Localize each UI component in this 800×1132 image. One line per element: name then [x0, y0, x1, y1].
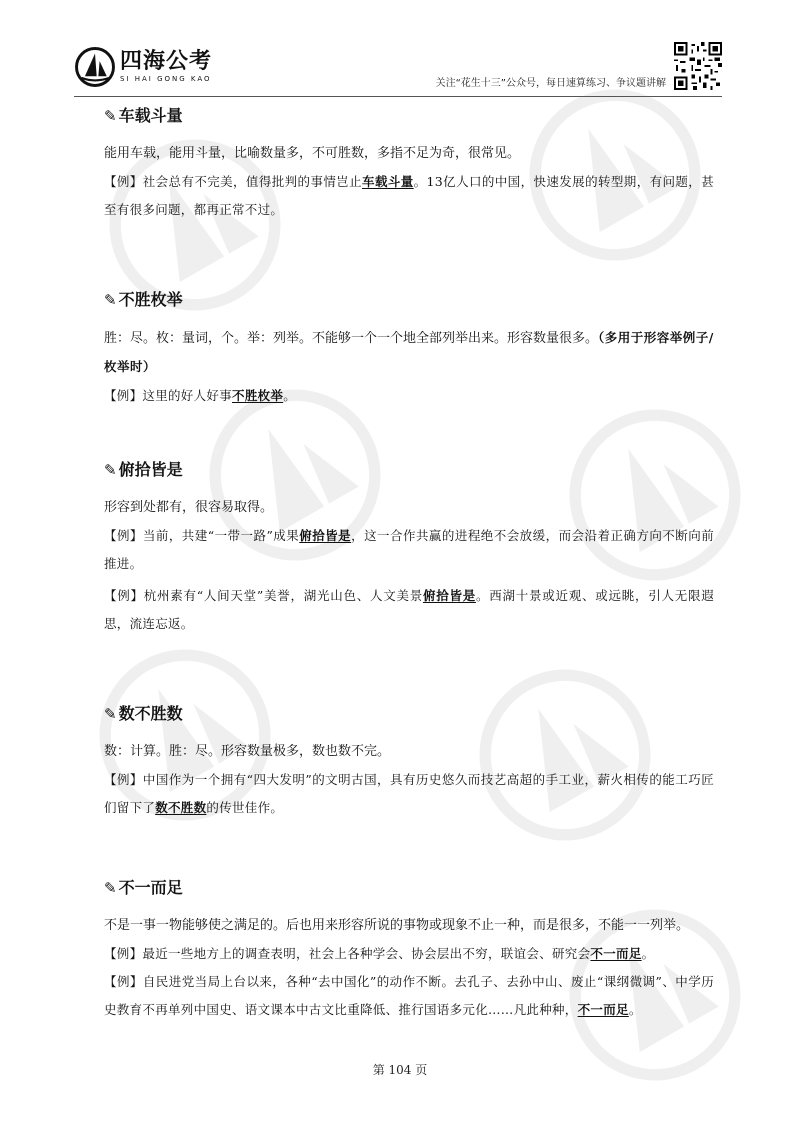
pencil-icon: ✎: [104, 461, 117, 479]
header-divider: [74, 96, 722, 97]
idiom-entry: [104, 104, 714, 224]
pencil-icon: ✎: [104, 879, 117, 897]
example-tag: 【例】: [104, 772, 143, 787]
keyword-highlight: 俯拾皆是: [299, 528, 352, 543]
idiom-heading: [104, 104, 714, 128]
idiom-entry: [104, 458, 714, 638]
example-sentence: 【例】最近一些地方上的调查表明，社会上各种学会、协会层出不穷，联谊会、研究会不一而足。: [104, 946, 655, 961]
example-tag: 【例】: [104, 946, 143, 961]
logo-title: 四海公考: [120, 49, 213, 74]
sailboat-logo-icon: [74, 46, 116, 88]
idiom-heading: [104, 288, 714, 312]
keyword-highlight: 俯拾皆是: [422, 588, 476, 603]
keyword-highlight: 车载斗量: [362, 174, 414, 189]
example-sentence: 【例】中国作为一个拥有“四大发明”的文明古国，具有历史悠久而技艺高超的手工业，薪火相传的能工巧匠们留下了数不胜数的传世佳作。: [104, 772, 714, 815]
example-tag: 【例】: [104, 588, 144, 603]
idiom-entry: [104, 702, 714, 822]
brand-logo: [74, 46, 212, 88]
idiom-entry: [104, 876, 714, 1024]
pencil-icon: ✎: [104, 291, 117, 309]
idiom-entry: [104, 288, 714, 410]
idiom-definition: 胜：尽。枚：量词，个。举：列举。不能够一个一个地全部列举出来。形容数量很多。（多用于形容举例子/枚举时）: [104, 330, 714, 374]
logo-subtitle: SI HAI GONG KAO: [120, 75, 212, 83]
idiom-term: 数不胜数: [118, 704, 183, 723]
example-sentence: 【例】杭州素有“人间天堂”美誉，湖光山色、人文美景俯拾皆是。西湖十景或近观、或远眺，引人无限遐思，流连忘返。: [104, 588, 714, 631]
idiom-definition: 形容到处都有，很容易取得。: [104, 500, 274, 515]
keyword-highlight: 不一而足: [577, 1002, 629, 1017]
keyword-highlight: 不一而足: [590, 946, 642, 961]
usage-note: （多用于形容举例子/枚举时）: [104, 330, 714, 374]
example-sentence: 【例】这里的好人好事不胜枚举。: [104, 388, 297, 403]
example-tag: 【例】: [104, 528, 143, 543]
idiom-definition: 不是一事一物能够使之满足的。后也用来形容所说的事物或现象不止一种，而是很多，不能一一列举。: [104, 918, 690, 933]
idiom-term: 不胜枚举: [118, 290, 183, 309]
pencil-icon: ✎: [104, 107, 117, 125]
example-sentence: 【例】自民进党当局上台以来，各种“去中国化”的动作不断。去孔子、去孙中山、废止“课纲微调”、中学历史教育不再单列中国史、语文课本中古文比重降低、推行国语多元化……凡此种种，不一而足。: [104, 974, 714, 1017]
idiom-term: 俯拾皆是: [118, 460, 183, 479]
example-tag: 【例】: [104, 174, 143, 189]
header-tagline: 关注“花生十三”公众号，每日速算练习、争议题讲解: [435, 78, 666, 89]
idiom-definition: 数：计算。胜：尽。形容数量极多，数也数不完。: [104, 744, 391, 759]
page-number: 第 104 页: [372, 1063, 428, 1077]
idiom-heading: [104, 876, 714, 900]
idiom-definition: 能用车载，能用斗量，比喻数量多，不可胜数，多指不足为奇，很常见。: [104, 146, 521, 161]
idiom-heading: [104, 458, 714, 482]
idiom-heading: [104, 702, 714, 726]
example-sentence: 【例】社会总有不完美，值得批判的事情岂止车载斗量。13亿人口的中国，快速发展的转型期，有问题，甚至有很多问题，都再正常不过。: [104, 174, 714, 217]
keyword-highlight: 不胜枚举: [232, 388, 284, 403]
page-header: [74, 40, 722, 96]
pencil-icon: ✎: [104, 705, 117, 723]
idiom-term: 车载斗量: [118, 106, 183, 125]
example-sentence: 【例】当前，共建“一带一路”成果俯拾皆是，这一合作共赢的进程绝不会放缓，而会沿着正确方向不断向前推进。: [104, 528, 715, 571]
keyword-highlight: 数不胜数: [155, 800, 207, 815]
example-tag: 【例】: [104, 388, 143, 403]
qr-code-icon: [674, 42, 722, 90]
example-tag: 【例】: [104, 974, 143, 989]
idiom-term: 不一而足: [118, 878, 183, 897]
